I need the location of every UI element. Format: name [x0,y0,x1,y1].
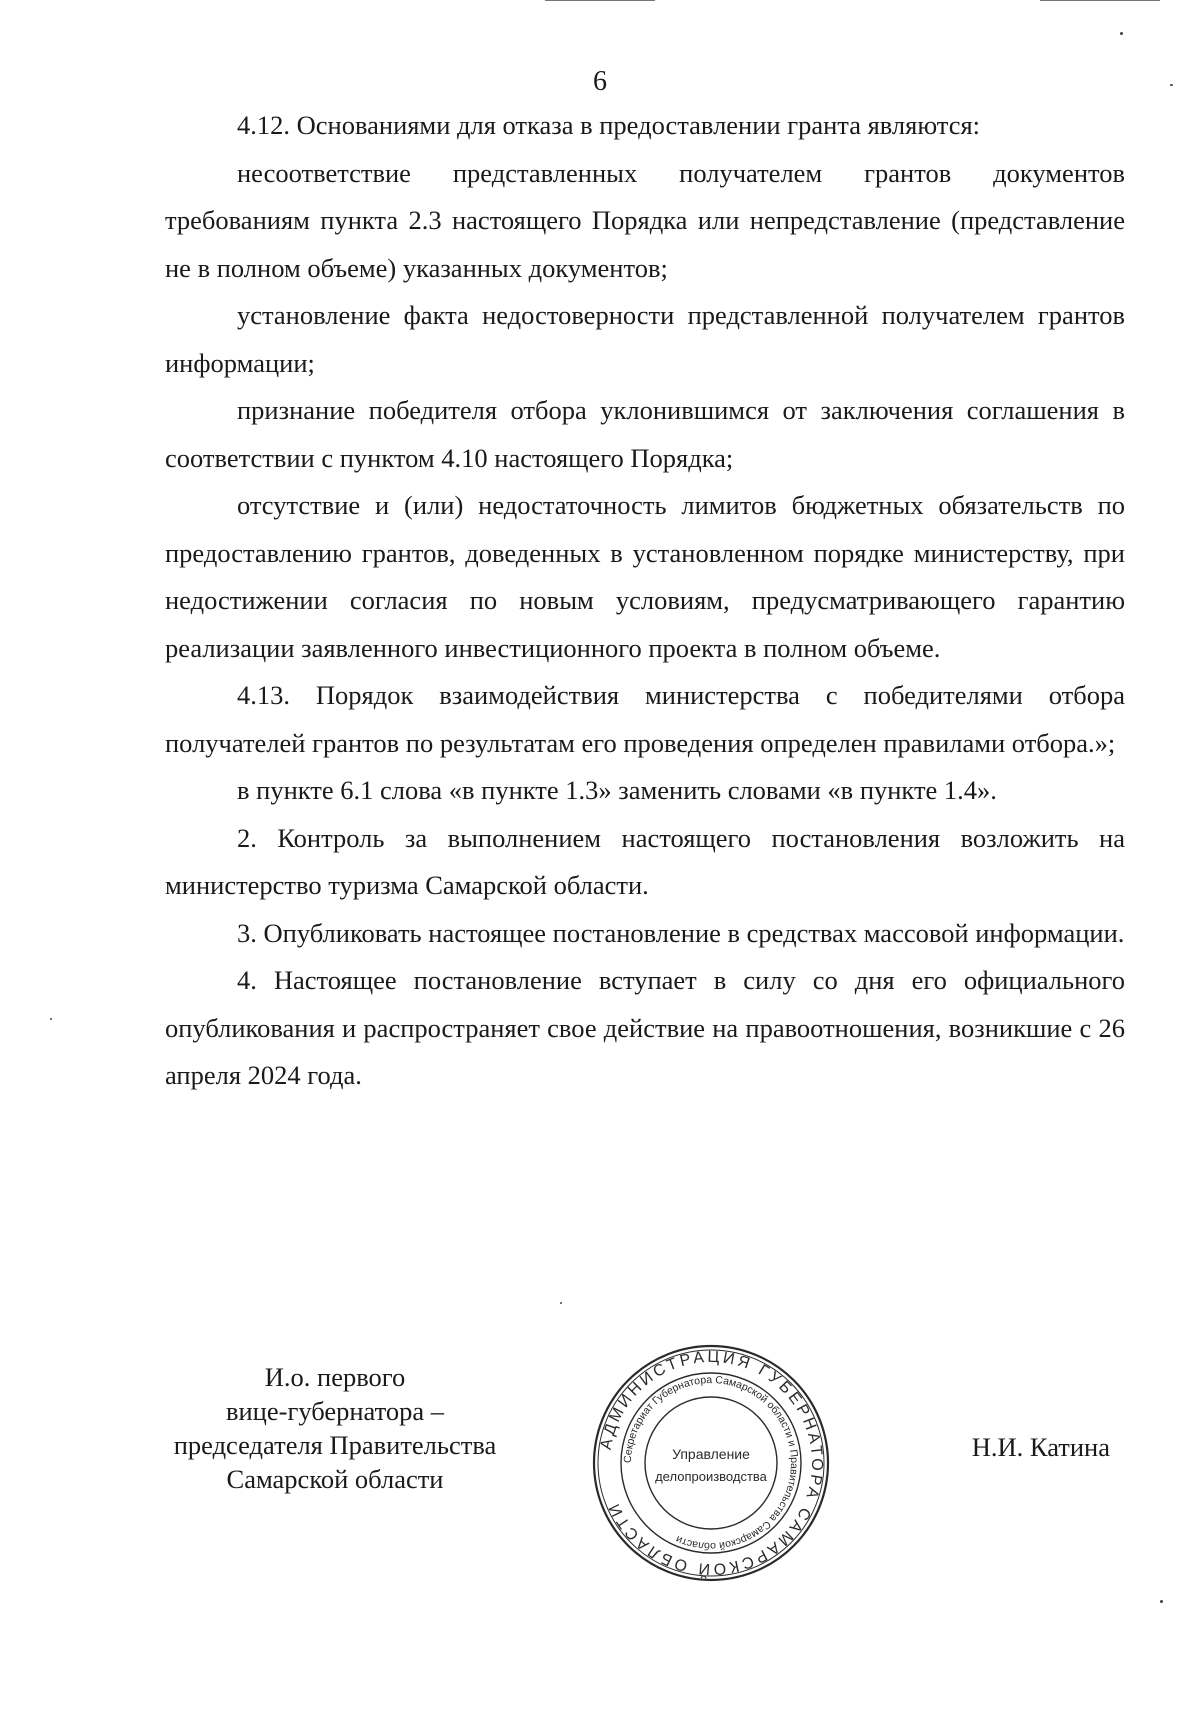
signatory-position-line: вице-губернатора – [225,1396,444,1426]
signatory-position-line: председателя Правительства [173,1430,497,1460]
document-body [165,102,1125,1100]
scan-speck [1160,1600,1163,1603]
scan-edge-mark [545,0,655,1]
stamp-center-line: делопроизводства [655,1469,767,1484]
paragraph-ground-budget-limits: отсутствие и (или) недостаточность лимитов бюджетных обязательств по предоставлению грантов, доведенных в установленном порядке министерству, при недостижении согласия по новым условиям, предусматривающего гарантию реализации заявленного инвестиционного проекта в полном объеме. [165,490,1125,663]
paragraph-ground-evasion: признание победителя отбора уклонившимся от заключения соглашения в соответствии с пунктом 4.10 настоящего Порядка; [165,395,1125,473]
signatory-position-line: Самарской области [226,1464,444,1494]
scan-speck [1170,84,1173,86]
paragraph-4-13: 4.13. Порядок взаимодействия министерства с победителями отбора получателей грантов по результатам его проведения определен правилами отбора.»; [165,680,1125,758]
paragraph-clause-6-1: в пункте 6.1 слова «в пункте 1.3» заменить словами «в пункте 1.4». [237,775,997,805]
scan-speck [1120,32,1123,35]
paragraph-item-3: 3. Опубликовать настоящее постановление в средствах массовой информации. [237,917,1125,948]
scan-speck [560,1302,562,1304]
signatory-name: Н.И. Катина [971,1432,1110,1462]
stamp-outer-text: АДМИНИСТРАЦИЯ ГУБЕРНАТОРА САМАРСКОЙ ОБЛАСТИ [597,1348,826,1578]
scan-edge-mark [1040,0,1160,1]
signatory-position [150,1360,520,1496]
official-stamp [591,1343,831,1583]
page-number: 6 [593,66,607,97]
scan-speck [50,1018,52,1020]
paragraph-ground-noncompliance: несоответствие представленных получателем грантов документов требованиям пункта 2.3 настоящего Порядка или непредставление (представление не в полном объеме) указанных документов; [165,157,1125,283]
stamp-inner-text: Секретариат Губернатора Самарской области и Правительства Самарской области [621,1373,801,1553]
paragraph-ground-false-info: установление факта недостоверности представленной получателем грантов информации; [165,300,1125,378]
paragraph-4-12: 4.12. Основаниями для отказа в предоставлении гранта являются: [237,110,981,140]
stamp-center-line: Управление [672,1446,750,1462]
paragraph-item-2: 2. Контроль за выполнением настоящего постановления возложить на министерство туризма Самарской области. [165,822,1125,900]
signatory-position-line: И.о. первого [264,1362,406,1392]
paragraph-item-4: 4. Настоящее постановление вступает в силу со дня его официального опубликования и распространяет свое действие на правоотношения, возникшие с 26 апреля 2024 года. [165,965,1125,1090]
